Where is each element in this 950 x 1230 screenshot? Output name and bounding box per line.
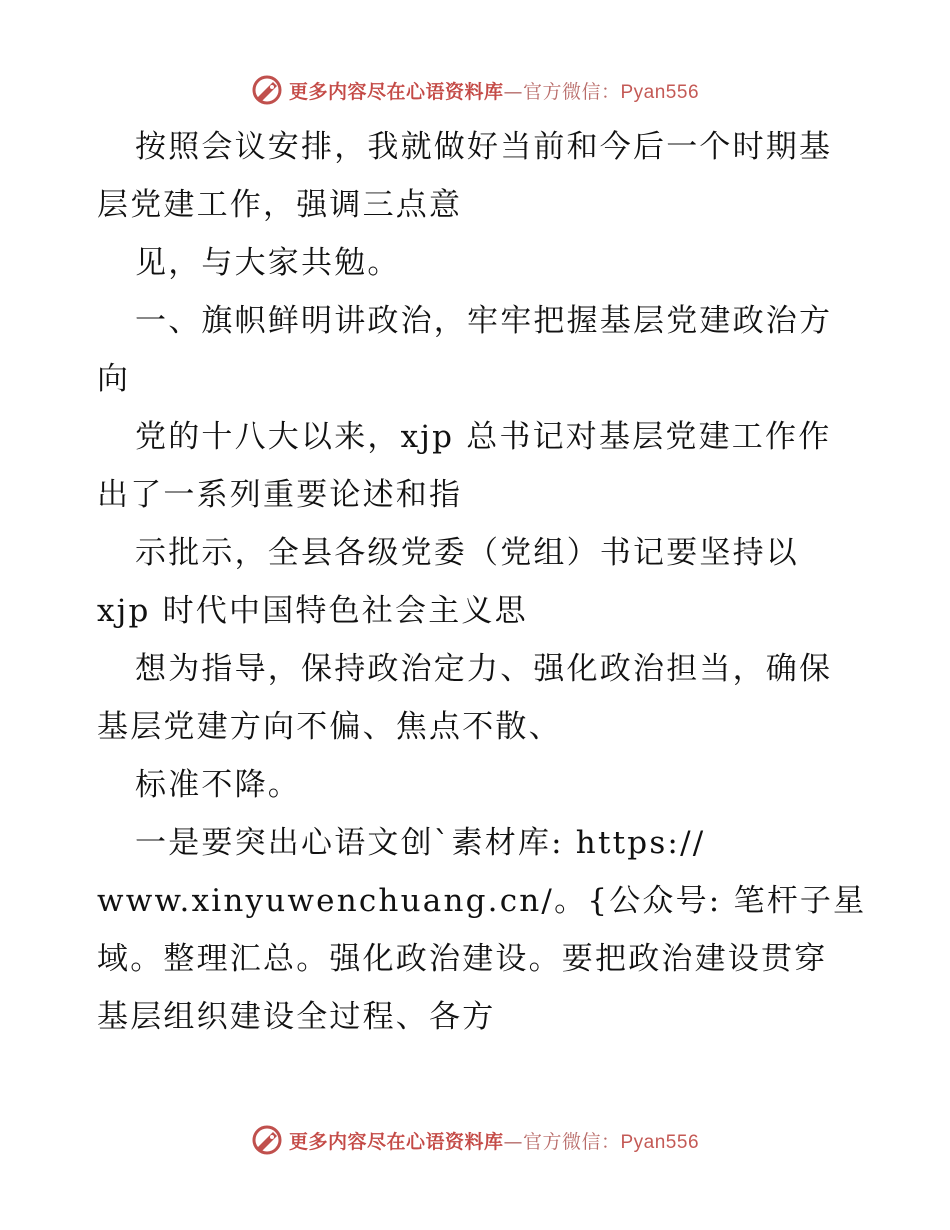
banner-separator: — (503, 80, 523, 103)
text-line: 见，与大家共勉。 (135, 245, 401, 281)
banner-brand: 更多内容尽在心语资料库 (288, 1130, 504, 1153)
text-line: 层党建工作，强调三点意 (97, 187, 463, 223)
pen-nib-logo-icon (251, 74, 283, 106)
banner-wechat-id: Pyan556 (620, 81, 700, 103)
text-line: 示批示，全县各级党委（党组）书记要坚持以 (135, 535, 799, 571)
text-line: 基层党建方向不偏、焦点不散、 (97, 709, 562, 745)
pen-nib-logo-icon (251, 1124, 283, 1156)
document-body (97, 118, 867, 1046)
banner-wechat-label: 官方微信： (522, 80, 621, 103)
text-line: 标准不降。 (135, 767, 301, 803)
banner-wechat-label: 官方微信： (522, 1130, 621, 1153)
banner-brand: 更多内容尽在心语资料库 (288, 80, 504, 103)
text-line: 党的十八大以来，xjp 总书记对基层党建工作作 (135, 419, 832, 455)
text-line: 一、旗帜鲜明讲政治，牢牢把握基层党建政治方 (135, 303, 833, 339)
text-line: 一是要突出心语文创`素材库: https:// (135, 825, 706, 861)
text-line: 按照会议安排，我就做好当前和今后一个时期基 (135, 129, 833, 165)
text-line: 基层组织建设全过程、各方 (97, 999, 496, 1035)
footer-banner (0, 1120, 950, 1160)
text-line: www.xinyuwenchuang.cn/。{公众号: 笔杆子星 (97, 883, 867, 919)
banner-wechat-id: Pyan556 (620, 1131, 700, 1153)
text-line: 域。整理汇总。强化政治建设。要把政治建设贯穿 (97, 941, 828, 977)
text-line: 向 (97, 361, 131, 397)
header-banner (0, 70, 950, 110)
banner-text (289, 77, 699, 104)
banner-text (289, 1127, 699, 1154)
banner-separator: — (503, 1130, 523, 1153)
text-line: 想为指导，保持政治定力、强化政治担当，确保 (135, 651, 833, 687)
text-line: xjp 时代中国特色社会主义思 (97, 593, 528, 629)
text-line: 出了一系列重要论述和指 (97, 477, 463, 513)
